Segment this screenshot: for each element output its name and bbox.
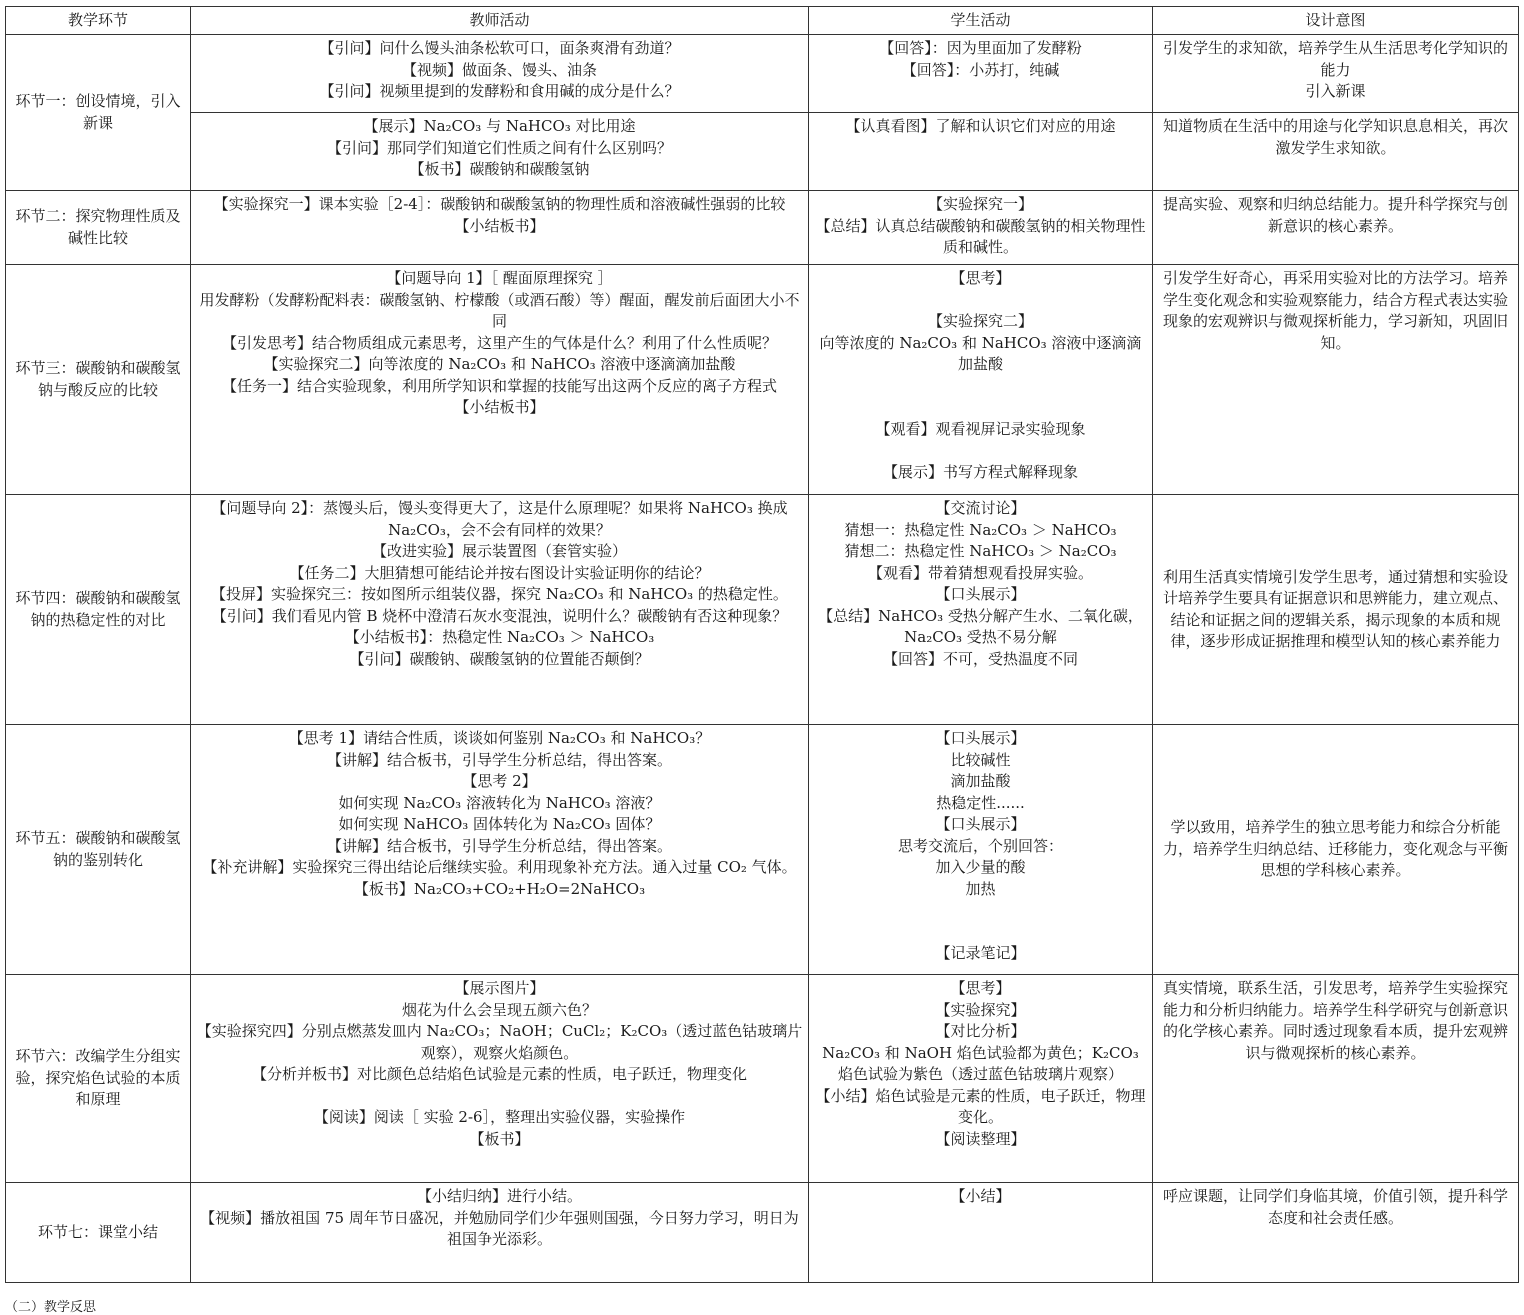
student-activity-cell-line: 猜想一：热稳定性 Na₂CO₃ ＞ NaHCO₃: [844, 520, 1117, 539]
teacher-activity-cell-line: 用发酵粉（发酵粉配料表：碳酸氢钠、柠檬酸（或酒石酸）等）醒面，醒发前后面团大小不同: [199, 290, 800, 330]
teacher-activity-cell-line: 【补充讲解】实验探究三得出结论后继续实验。利用现象补充方法。通入过量 CO₂ 气体。: [202, 858, 797, 876]
student-activity-cell-line: 【总结】NaHCO₃ 受热分解产生水、二氧化碳，Na₂CO₃ 受热不易分解: [818, 606, 1143, 646]
design-intent-cell: [1153, 725, 1519, 975]
student-activity-cell-line: 【观看】带着猜想观看投屏实验。: [867, 563, 1093, 582]
student-activity-cell-line: [813, 440, 1148, 462]
teacher-activity-cell-line: 【视频】播放祖国 75 周年节日盛况，并勉励同学们少年强则国强，今日努力学习，明日为祖国争光添彩。: [200, 1208, 799, 1248]
student-activity-cell-line: 【小结】焰色试验是元素的性质，电子跃迁，物理变化。: [815, 1086, 1146, 1126]
table-row: [6, 1183, 1519, 1283]
design-intent-cell-line: 学以致用，培养学生的独立思考能力和综合分析能力，培养学生归纳总结、迁移能力，变化观念与平衡思想的学科核心素养。: [1162, 818, 1508, 880]
header-teacher: 教师活动: [191, 7, 809, 35]
teacher-activity-cell: [191, 725, 809, 975]
student-activity-cell-line: [813, 397, 1148, 419]
student-activity-cell-line: 【实验探究二】: [927, 312, 1033, 330]
section-footer: （二）教学反思: [5, 1300, 97, 1315]
teacher-activity-cell: [191, 35, 809, 113]
student-activity-cell-line: 【总结】认真总结碳酸钠和碳酸氢钠的相关物理性质和碱性。: [815, 216, 1146, 256]
teacher-activity-cell-line: 如何实现 NaHCO₃ 固体转化为 Na₂CO₃ 固体？: [338, 815, 661, 833]
student-activity-cell-line: Na₂CO₃ 和 NaOH 焰色试验都为黄色；K₂CO₃ 焰色试验为紫色（透过蓝色钴玻璃片观察）: [822, 1043, 1139, 1083]
teacher-activity-cell-line: 【投屏】实验探究三：按如图所示组装仪器，探究 Na₂CO₃ 和 NaHCO₃ 的热稳定性。: [211, 585, 788, 603]
student-activity-cell-line: 【认真看图】了解和认识它们对应的用途: [845, 117, 1116, 135]
student-activity-cell: [809, 35, 1153, 113]
design-intent-cell: [1153, 495, 1519, 725]
student-activity-cell-line: 【口头展示】: [935, 729, 1026, 747]
student-activity-cell-line: [813, 922, 1148, 944]
student-activity-cell-line: 【实验探究一】: [927, 195, 1033, 213]
student-activity-cell-line: 【口头展示】: [935, 815, 1026, 833]
student-activity-cell-line: 【思考】: [950, 269, 1011, 287]
student-activity-cell-line: [813, 376, 1148, 398]
student-activity-cell-line: 向等浓度的 Na₂CO₃ 和 NaHCO₃ 溶液中逐滴滴加盐酸: [819, 333, 1142, 373]
student-activity-cell-line: 【回答】：因为里面加了发酵粉: [879, 39, 1082, 57]
table-row: [6, 35, 1519, 113]
header-row: [6, 7, 1519, 35]
teacher-activity-cell-line: 【小结板书】: [454, 398, 545, 416]
teacher-activity-cell-line: 烟花为什么会呈现五颜六色？: [401, 1000, 597, 1019]
table-row: [6, 495, 1519, 725]
teacher-activity-cell-line: 【分析并板书】对比颜色总结焰色试验是元素的性质，电子跃迁，物理变化: [251, 1065, 747, 1083]
teacher-activity-cell-line: 【问题导向 1】［ 醒面原理探究 ］: [386, 269, 613, 287]
design-intent-cell-line: 利用生活真实情境引发学生思考，通过猜想和实验设计培养学生要具有证据意识和思辨能力，建立观点、结论和证据之间的逻辑关系，揭示现象的本质和规律，逐步形成证据推理和模型认知的核心素养能力: [1162, 567, 1508, 650]
student-activity-cell-line: [813, 290, 1148, 312]
student-activity-cell-line: 猜想二：热稳定性 NaHCO₃ ＞ Na₂CO₃: [844, 542, 1117, 560]
student-activity-cell-line: 【阅读整理】: [935, 1129, 1026, 1148]
teacher-activity-cell-line: 【讲解】结合板书，引导学生分析总结，得出答案。: [326, 836, 672, 855]
teacher-activity-cell-line: [195, 1086, 804, 1108]
table-row: [6, 113, 1519, 191]
design-intent-cell: [1153, 1183, 1519, 1283]
teacher-activity-cell-line: 【引发思考】结合物质组成元素思考，这里产生的气体是什么？利用了什么性质呢？: [221, 333, 777, 352]
design-intent-cell-line: 真实情境，联系生活，引发思考，培养学生实验探究能力和分析归纳能力。培养学生科学研究与创新意识的化学核心素养。同时透过现象看本质，提升宏观辨识与微观探析的核心素养。: [1162, 979, 1508, 1062]
teacher-activity-cell-line: 【讲解】结合板书，引导学生分析总结，得出答案。: [326, 750, 672, 769]
teacher-activity-cell-line: 【板书】Na₂CO₃+CO₂+H₂O=2NaHCO₃: [353, 879, 646, 898]
table-row: [6, 975, 1519, 1183]
student-activity-cell: [809, 1183, 1153, 1283]
design-intent-cell: [1153, 113, 1519, 191]
student-activity-cell-line: 滴加盐酸: [950, 772, 1011, 790]
teacher-activity-cell: [191, 1183, 809, 1283]
lesson-plan-table: [5, 6, 1519, 1283]
design-intent-cell-line: 提高实验、观察和归纳总结能力。提升科学探究与创新意识的核心素养。: [1162, 195, 1508, 235]
student-activity-cell-line: 热稳定性......: [936, 793, 1025, 812]
student-activity-cell: [809, 191, 1153, 265]
design-intent-cell-line: 引发学生好奇心，再采用实验对比的方法学习。培养学生变化观念和实验观察能力，结合方程式表达实验现象的宏观辨识与微观探析能力，学习新知，巩固旧知。: [1162, 269, 1508, 352]
student-activity-cell-line: 【观看】观看视屏记录实验现象: [875, 419, 1086, 438]
teacher-activity-cell-line: 【改进实验】展示装置图（套管实验）: [371, 542, 627, 560]
design-intent-cell: [1153, 191, 1519, 265]
teacher-activity-cell: [191, 975, 809, 1183]
design-intent-cell-line: 知道物质在生活中的用途与化学知识息息相关，再次激发学生求知欲。: [1162, 117, 1508, 157]
stage-cell: 环节七：课堂小结: [6, 1183, 191, 1283]
student-activity-cell-line: 【展示】书写方程式解释现象: [882, 462, 1078, 481]
header-intent: 设计意图: [1153, 7, 1519, 35]
teacher-activity-cell-line: 【引问】问什么馒头油条松软可口，面条爽滑有劲道？: [319, 39, 680, 57]
teacher-activity-cell: [191, 113, 809, 191]
student-activity-cell-line: 加入少量的酸: [935, 858, 1026, 876]
teacher-activity-cell-line: 【板书】碳酸钠和碳酸氢钠: [409, 160, 590, 178]
student-activity-cell-line: 【记录笔记】: [935, 944, 1026, 962]
student-activity-cell: [809, 113, 1153, 191]
teacher-activity-cell-line: 【实验探究二】向等浓度的 Na₂CO₃ 和 NaHCO₃ 溶液中逐滴滴加盐酸: [263, 355, 736, 373]
teacher-activity-cell-line: 【展示图片】: [454, 979, 545, 997]
student-activity-cell-line: 【口头展示】: [935, 585, 1026, 603]
header-student: 学生活动: [809, 7, 1153, 35]
student-activity-cell-line: 【回答】：小苏打，纯碱: [901, 60, 1060, 79]
header-stage: 教学环节: [6, 7, 191, 35]
table-row: [6, 725, 1519, 975]
design-intent-cell-line: 引发学生的求知欲，培养学生从生活思考化学知识的能力: [1162, 39, 1508, 79]
student-activity-cell-line: 【实验探究】: [935, 1000, 1026, 1019]
teacher-activity-cell-line: 【思考 2】: [462, 772, 537, 790]
stage-cell: 环节六：改编学生分组实验，探究焰色试验的本质和原理: [6, 975, 191, 1183]
stage-cell: 环节四：碳酸钠和碳酸氢钠的热稳定性的对比: [6, 495, 191, 725]
teacher-activity-cell-line: 【引问】视频里提到的发酵粉和食用碱的成分是什么？: [319, 82, 680, 100]
design-intent-cell: [1153, 265, 1519, 495]
teacher-activity-cell-line: 【问题导向 2】：蒸馒头后，馒头变得更大了，这是什么原理呢？如果将 NaHCO₃ 换成 Na₂CO₃，会不会有同样的效果？: [211, 499, 788, 539]
teacher-activity-cell-line: 【小结板书】: [454, 216, 545, 235]
student-activity-cell: [809, 495, 1153, 725]
teacher-activity-cell-line: 【思考 1】请结合性质，谈谈如何鉴别 Na₂CO₃ 和 NaHCO₃？: [288, 729, 711, 747]
teacher-activity-cell-line: 【实验探究四】分别点燃蒸发皿内 Na₂CO₃；NaOH；CuCl₂；K₂CO₃（透过蓝色钴玻璃片观察），观察火焰颜色。: [196, 1022, 803, 1062]
student-activity-cell-line: 【回答】不可，受热温度不同: [882, 649, 1078, 668]
table-row: [6, 191, 1519, 265]
table-row: [6, 265, 1519, 495]
teacher-activity-cell-line: 【实验探究一】课本实验［2-4］：碳酸钠和碳酸氢钠的物理性质和溶液碱性强弱的比较: [213, 195, 786, 213]
stage-cell: 环节二：探究物理性质及碱性比较: [6, 191, 191, 265]
design-intent-cell-line: 引入新课: [1305, 82, 1366, 100]
student-activity-cell-line: 【交流讨论】: [935, 499, 1026, 517]
teacher-activity-cell-line: 【展示】Na₂CO₃ 与 NaHCO₃ 对比用途: [363, 117, 636, 135]
teacher-activity-cell: [191, 495, 809, 725]
teacher-activity-cell: [191, 191, 809, 265]
student-activity-cell: [809, 975, 1153, 1183]
student-activity-cell-line: 思考交流后，个别回答：: [897, 836, 1063, 855]
student-activity-cell-line: 【思考】: [950, 979, 1011, 997]
student-activity-cell-line: 加热: [965, 879, 996, 898]
design-intent-cell: [1153, 35, 1519, 113]
student-activity-cell-line: 【对比分析】: [935, 1022, 1026, 1040]
teacher-activity-cell-line: 【引问】碳酸钠、碳酸氢钠的位置能否颠倒？: [349, 649, 650, 668]
student-activity-cell: [809, 265, 1153, 495]
teacher-activity-cell-line: 如何实现 Na₂CO₃ 溶液转化为 NaHCO₃ 溶液？: [338, 793, 661, 812]
teacher-activity-cell-line: 【任务二】大胆猜想可能结论并按右图设计实验证明你的结论？: [289, 563, 710, 582]
student-activity-cell: [809, 725, 1153, 975]
stage-cell: 环节五：碳酸钠和碳酸氢钠的鉴别转化: [6, 725, 191, 975]
teacher-activity-cell-line: 【引问】我们看见内管 B 烧杯中澄清石灰水变混浊，说明什么？碳酸钠有否这种现象？: [211, 606, 788, 625]
stage-cell: 环节三：碳酸钠和碳酸氢钠与酸反应的比较: [6, 265, 191, 495]
student-activity-cell-line: [813, 900, 1148, 922]
teacher-activity-cell-line: 【任务一】结合实验现象，利用所学知识和掌握的技能写出这两个反应的离子方程式: [221, 376, 777, 395]
teacher-activity-cell-line: 【小结板书】：热稳定性 Na₂CO₃ ＞ NaHCO₃: [344, 628, 655, 646]
teacher-activity-cell-line: 【板书】: [469, 1129, 530, 1148]
teacher-activity-cell-line: 【小结归纳】进行小结。: [416, 1187, 582, 1205]
stage-cell: 环节一：创设情境，引入新课: [6, 35, 191, 191]
design-intent-cell: [1153, 975, 1519, 1183]
teacher-activity-cell-line: 【引问】那同学们知道它们性质之间有什么区别吗？: [326, 138, 672, 157]
teacher-activity-cell: [191, 265, 809, 495]
student-activity-cell-line: 比较碱性: [950, 750, 1011, 769]
teacher-activity-cell-line: 【阅读】阅读［ 实验 2-6］，整理出实验仪器，实验操作: [313, 1108, 686, 1126]
teacher-activity-cell-line: 【视频】做面条、馒头、油条: [401, 60, 597, 79]
student-activity-cell-line: 【小结】: [950, 1187, 1011, 1205]
design-intent-cell-line: 呼应课题，让同学们身临其境，价值引领，提升科学态度和社会责任感。: [1162, 1187, 1508, 1227]
